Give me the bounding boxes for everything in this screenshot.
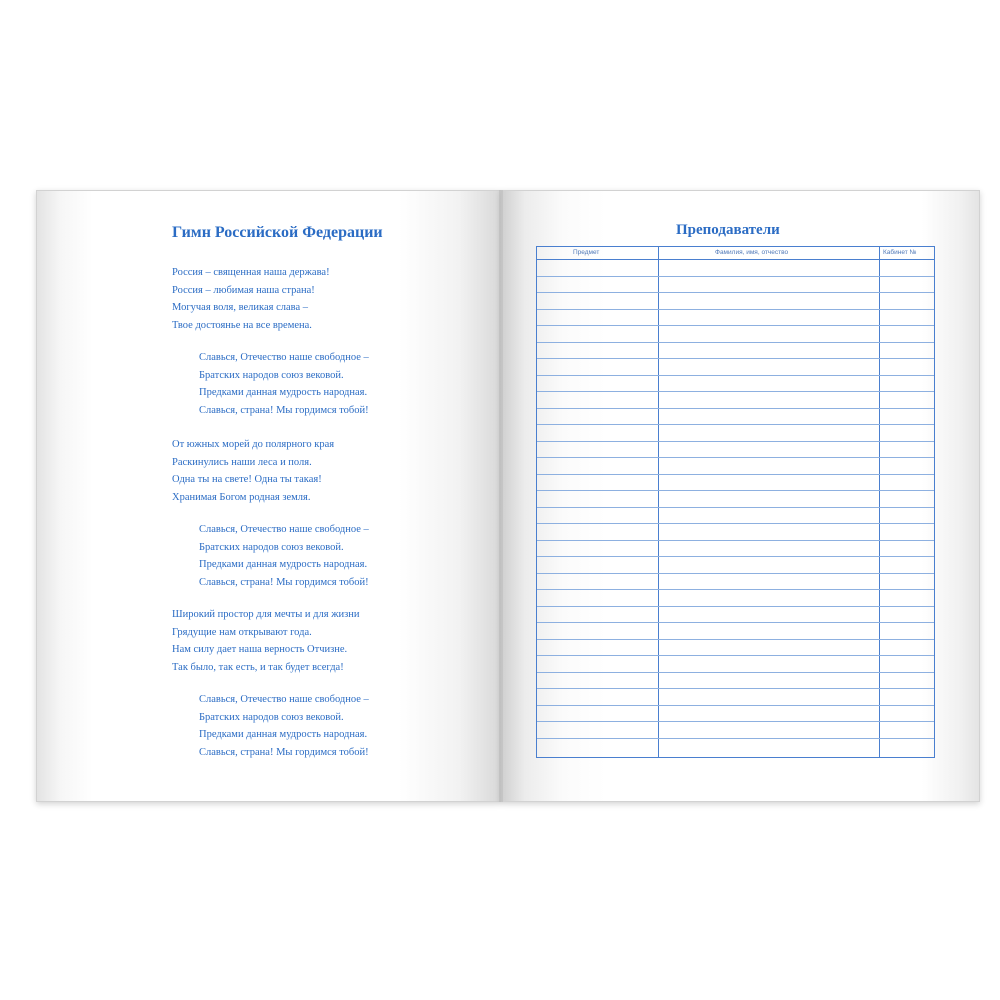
stanza-line: Широкий простор для мечты и для жизни xyxy=(172,609,360,620)
stanza-line: Так было, так есть, и так будет всегда! xyxy=(172,661,344,673)
table-row-line xyxy=(537,424,934,425)
stanza-3 xyxy=(172,606,359,676)
teachers-table xyxy=(536,246,935,758)
chorus-1 xyxy=(199,349,369,419)
table-row-line xyxy=(537,457,934,458)
anthem-title: Гимн Российской Федерации xyxy=(172,224,383,241)
stanza-line: Россия – священная наша держава! xyxy=(172,267,330,278)
table-column-divider xyxy=(658,247,659,757)
stanza-line: Славься, Отечество наше свободное – xyxy=(199,352,369,363)
table-row-line xyxy=(537,441,934,442)
stanza-line: Могучая воля, великая слава – xyxy=(172,302,308,313)
table-row-line xyxy=(537,639,934,640)
column-header-name: Фамилия, имя, отчество xyxy=(715,249,789,256)
table-header-divider xyxy=(537,259,934,260)
stanza-line: Россия – любимая наша страна! xyxy=(172,284,315,296)
table-row-line xyxy=(537,573,934,574)
table-row-line xyxy=(537,474,934,475)
stanza-line: Раскинулись наши леса и поля. xyxy=(172,456,312,468)
table-row-line xyxy=(537,540,934,541)
table-row-line xyxy=(537,556,934,557)
table-row-line xyxy=(537,705,934,706)
table-row-line xyxy=(537,276,934,277)
table-row-line xyxy=(537,342,934,343)
table-row-line xyxy=(537,408,934,409)
table-row-line xyxy=(537,358,934,359)
table-row-line xyxy=(537,655,934,656)
table-row-line xyxy=(537,292,934,293)
stanza-1 xyxy=(172,264,330,334)
stanza-line: Одна ты на свете! Одна ты такая! xyxy=(172,474,322,485)
table-row-line xyxy=(537,490,934,491)
table-row-line xyxy=(537,309,934,310)
table-column-divider xyxy=(879,247,880,757)
stanza-line: Хранимая Богом родная земля. xyxy=(172,491,311,503)
stanza-line: Братских народов союз вековой. xyxy=(199,369,344,381)
stanza-line: Славься, Отечество наше свободное – xyxy=(199,694,369,705)
table-row-line xyxy=(537,523,934,524)
stanza-2 xyxy=(172,436,334,506)
open-notebook xyxy=(36,190,980,802)
stanza-line: Предками данная мудрость народная. xyxy=(199,387,368,398)
table-row-line xyxy=(537,672,934,673)
table-row-line xyxy=(537,325,934,326)
stanza-line: Братских народов союз вековой. xyxy=(199,711,344,723)
table-row-line xyxy=(537,589,934,590)
stanza-line: Твое достоянье на все времена. xyxy=(172,319,312,331)
chorus-2 xyxy=(199,521,369,591)
stanza-line: Славься, Отечество наше свободное – xyxy=(199,524,369,535)
chorus-3 xyxy=(199,691,369,761)
table-row-line xyxy=(537,622,934,623)
stanza-line: Братских народов союз вековой. xyxy=(199,541,344,553)
column-header-room: Кабинет № xyxy=(883,249,917,256)
table-row-line xyxy=(537,507,934,508)
column-header-subject: Предмет xyxy=(573,249,600,256)
teachers-title: Преподаватели xyxy=(676,222,780,238)
stanza-line: Славься, страна! Мы гордимся тобой! xyxy=(199,404,369,416)
stanza-line: Нам силу дает наша верность Отчизне. xyxy=(172,644,348,655)
table-row-line xyxy=(537,606,934,607)
table-row-line xyxy=(537,738,934,739)
stanza-line: Славься, страна! Мы гордимся тобой! xyxy=(199,576,369,588)
stanza-line: Славься, страна! Мы гордимся тобой! xyxy=(199,746,369,758)
table-row-line xyxy=(537,391,934,392)
book-gutter xyxy=(499,190,503,802)
table-row-line xyxy=(537,688,934,689)
stanza-line: Предками данная мудрость народная. xyxy=(199,729,368,740)
table-row-line xyxy=(537,721,934,722)
table-row-line xyxy=(537,375,934,376)
stanza-line: Грядущие нам открывают года. xyxy=(172,626,312,638)
stanza-line: Предками данная мудрость народная. xyxy=(199,559,368,570)
stanza-line: От южных морей до полярного края xyxy=(172,439,335,450)
